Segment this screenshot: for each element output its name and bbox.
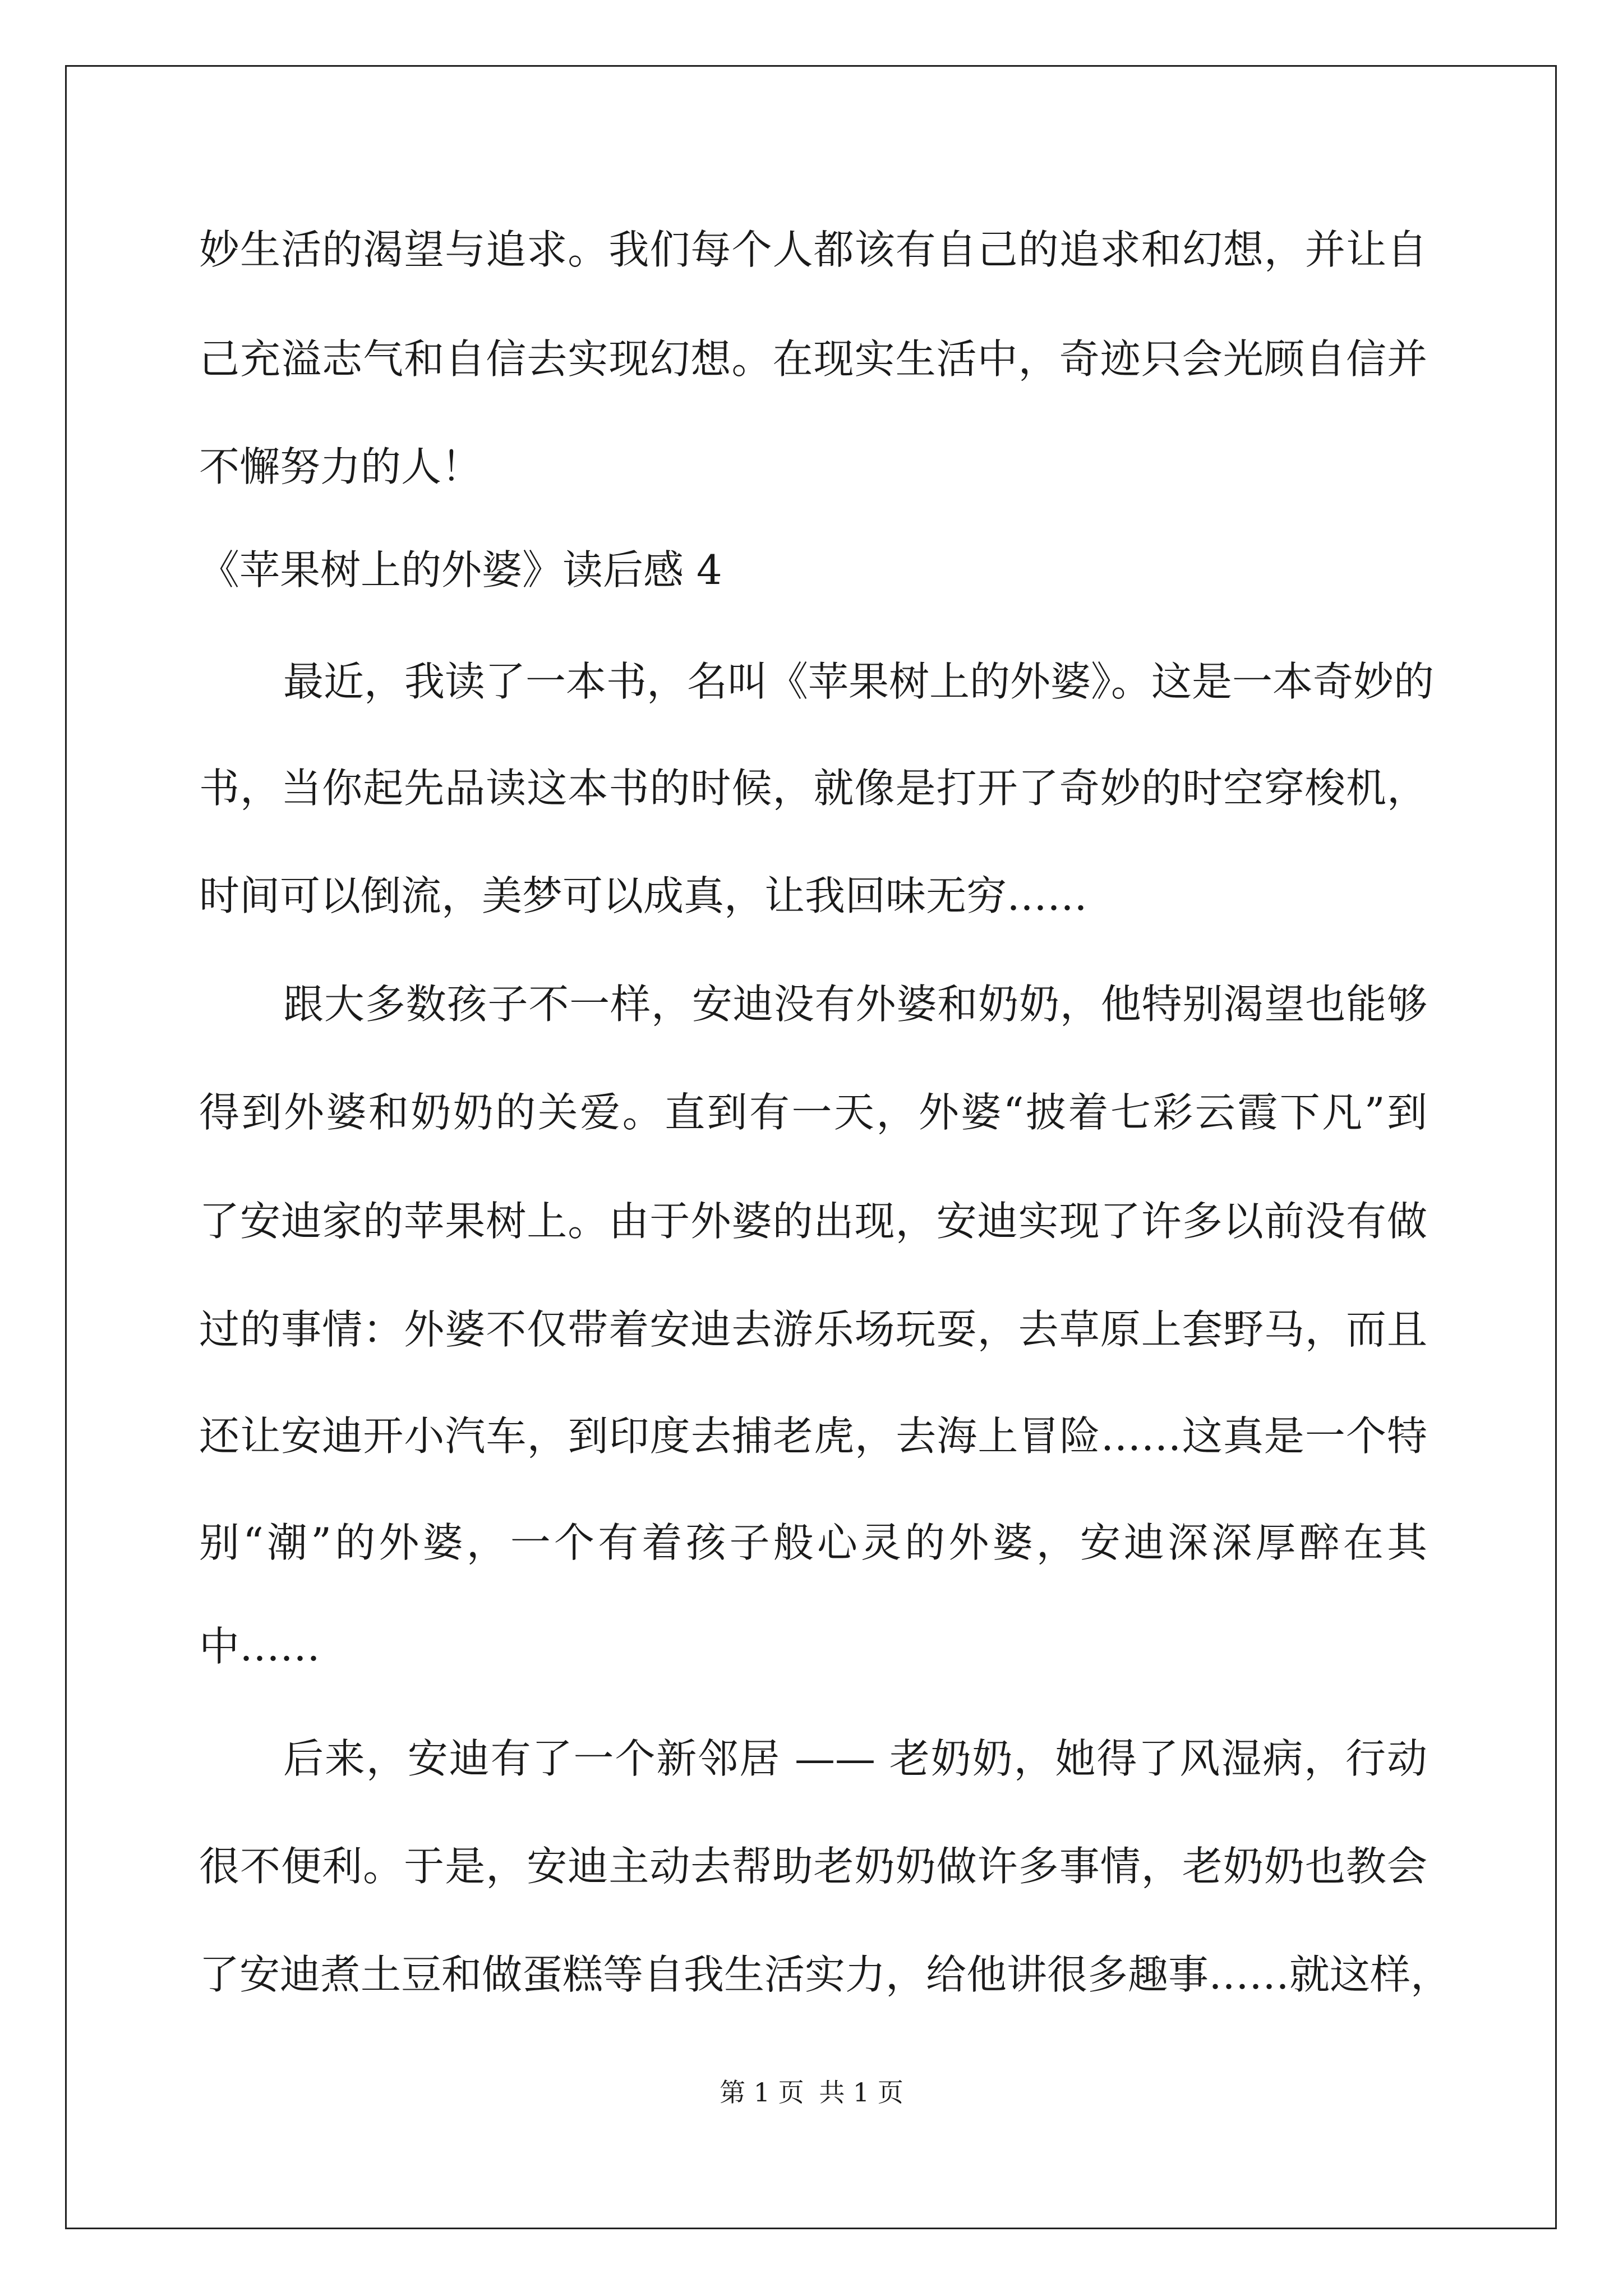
section-heading: 《苹果树上的外婆》读后感 4 — [199, 546, 722, 593]
text-line: 中…… — [199, 1623, 321, 1670]
text-line: 还让安迪开小汽车，到印度去捕老虎，去海上冒险……这真是一个特 — [199, 1412, 1427, 1460]
paragraph-first-line: 最近，我读了一本书，名叫《苹果树上的外婆》。这是一本奇妙的 — [283, 658, 1435, 705]
text-line: 了安迪家的苹果树上。由于外婆的出现，安迪实现了许多以前没有做 — [199, 1198, 1427, 1245]
text-line: 很不便利。于是，安迪主动去帮助老奶奶做许多事情，老奶奶也教会 — [199, 1843, 1427, 1890]
text-line: 妙生活的渴望与追求。我们每个人都该有自己的追求和幻想，并让自 — [199, 226, 1427, 273]
text-line: 了安迪煮土豆和做蛋糕等自我生活实力，给他讲很多趣事……就这样， — [199, 1951, 1451, 1998]
paragraph-first-line: 跟大多数孩子不一样，安迪没有外婆和奶奶，他特别渴望也能够 — [283, 981, 1427, 1028]
text-line: 时间可以倒流，美梦可以成真，让我回味无穷…… — [199, 872, 1088, 919]
page-border — [65, 65, 1557, 2229]
text-line: 己充溢志气和自信去实现幻想。在现实生活中，奇迹只会光顾自信并 — [199, 335, 1427, 383]
text-line: 不懈努力的人！ — [199, 443, 482, 490]
text-line: 别“潮”的外婆，一个有着孩子般心灵的外婆，安迪深深厚醉在其 — [199, 1519, 1427, 1566]
page-number: 第 1 页 — [720, 2077, 804, 2108]
page-total: 共 1 页 — [819, 2077, 903, 2108]
paragraph-first-line: 后来，安迪有了一个新邻居 —— 老奶奶，她得了风湿病，行动 — [283, 1735, 1427, 1782]
text-line: 过的事情：外婆不仅带着安迪去游乐场玩耍，去草原上套野马，而且 — [199, 1306, 1427, 1353]
text-line: 得到外婆和奶奶的关爱。直到有一天，外婆“披着七彩云霞下凡”到 — [199, 1089, 1427, 1136]
page-footer — [0, 2076, 1623, 2109]
text-line: 书，当你起先品读这本书的时候，就像是打开了奇妙的时空穿梭机， — [199, 765, 1427, 812]
